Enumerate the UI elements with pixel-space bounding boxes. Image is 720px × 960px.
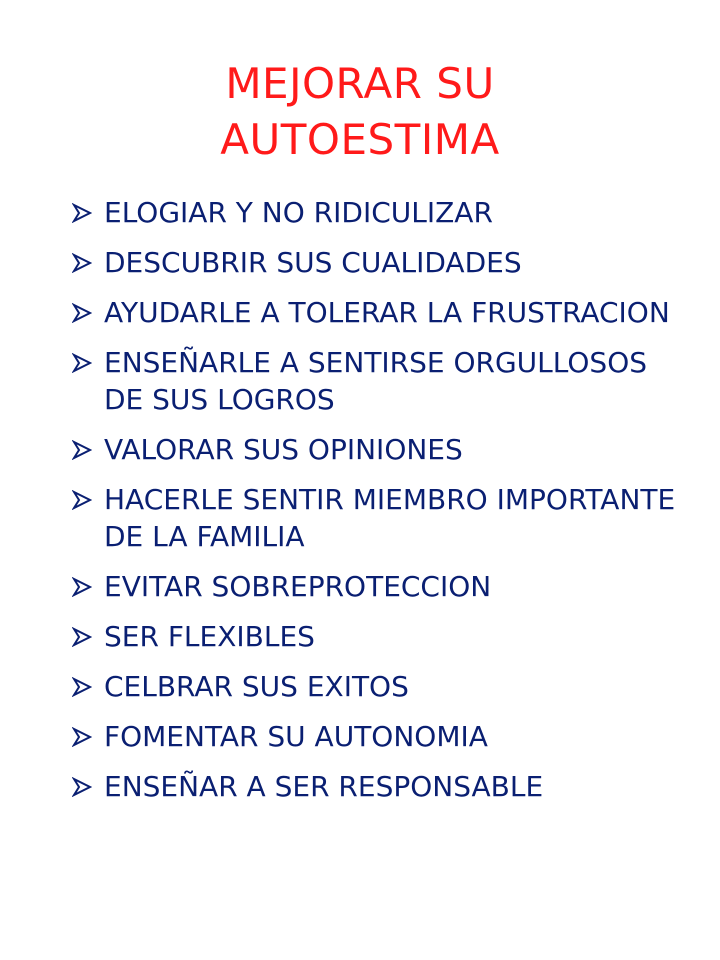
list-item: [72, 344, 692, 418]
list-item: [72, 718, 692, 755]
list-item: [72, 768, 692, 805]
arrowhead-bullet-icon: [72, 727, 92, 747]
list-item-text: ENSEÑARLE A SENTIRSE ORGULLOSOS DE SUS LOGROS: [104, 346, 665, 416]
list-item: [72, 244, 692, 281]
arrowhead-bullet-icon: [72, 353, 92, 373]
list-item: [72, 568, 692, 605]
list-item-text: ENSEÑAR A SER RESPONSABLE: [104, 770, 544, 803]
arrowhead-bullet-icon: [72, 490, 92, 510]
arrowhead-bullet-icon: [72, 203, 92, 223]
arrowhead-bullet-icon: [72, 303, 92, 323]
bullet-list: [72, 194, 692, 818]
list-item: [72, 431, 692, 468]
list-item-text: VALORAR SUS OPINIONES: [104, 433, 463, 466]
list-item-text: HACERLE SENTIR MIEMBRO IMPORTANTE DE LA FAMILIA: [104, 483, 676, 553]
list-item-text: AYUDARLE A TOLERAR LA FRUSTRACION: [104, 296, 670, 329]
list-item: [72, 294, 692, 331]
list-item: [72, 194, 692, 231]
list-item-text: EVITAR SOBREPROTECCION: [104, 570, 492, 603]
list-item-text: ELOGIAR Y NO RIDICULIZAR: [104, 196, 493, 229]
list-item: [72, 668, 692, 705]
title-line-1: MEJORAR SU: [225, 59, 495, 108]
list-item: [72, 481, 692, 555]
arrowhead-bullet-icon: [72, 627, 92, 647]
title-line-2: AUTOESTIMA: [220, 115, 500, 164]
arrowhead-bullet-icon: [72, 677, 92, 697]
arrowhead-bullet-icon: [72, 777, 92, 797]
arrowhead-bullet-icon: [72, 577, 92, 597]
list-item: [72, 618, 692, 655]
arrowhead-bullet-icon: [72, 253, 92, 273]
slide-title: [0, 56, 720, 168]
list-item-text: DESCUBRIR SUS CUALIDADES: [104, 246, 522, 279]
arrowhead-bullet-icon: [72, 440, 92, 460]
list-item-text: FOMENTAR SU AUTONOMIA: [104, 720, 488, 753]
list-item-text: CELBRAR SUS EXITOS: [104, 670, 409, 703]
list-item-text: SER FLEXIBLES: [104, 620, 315, 653]
